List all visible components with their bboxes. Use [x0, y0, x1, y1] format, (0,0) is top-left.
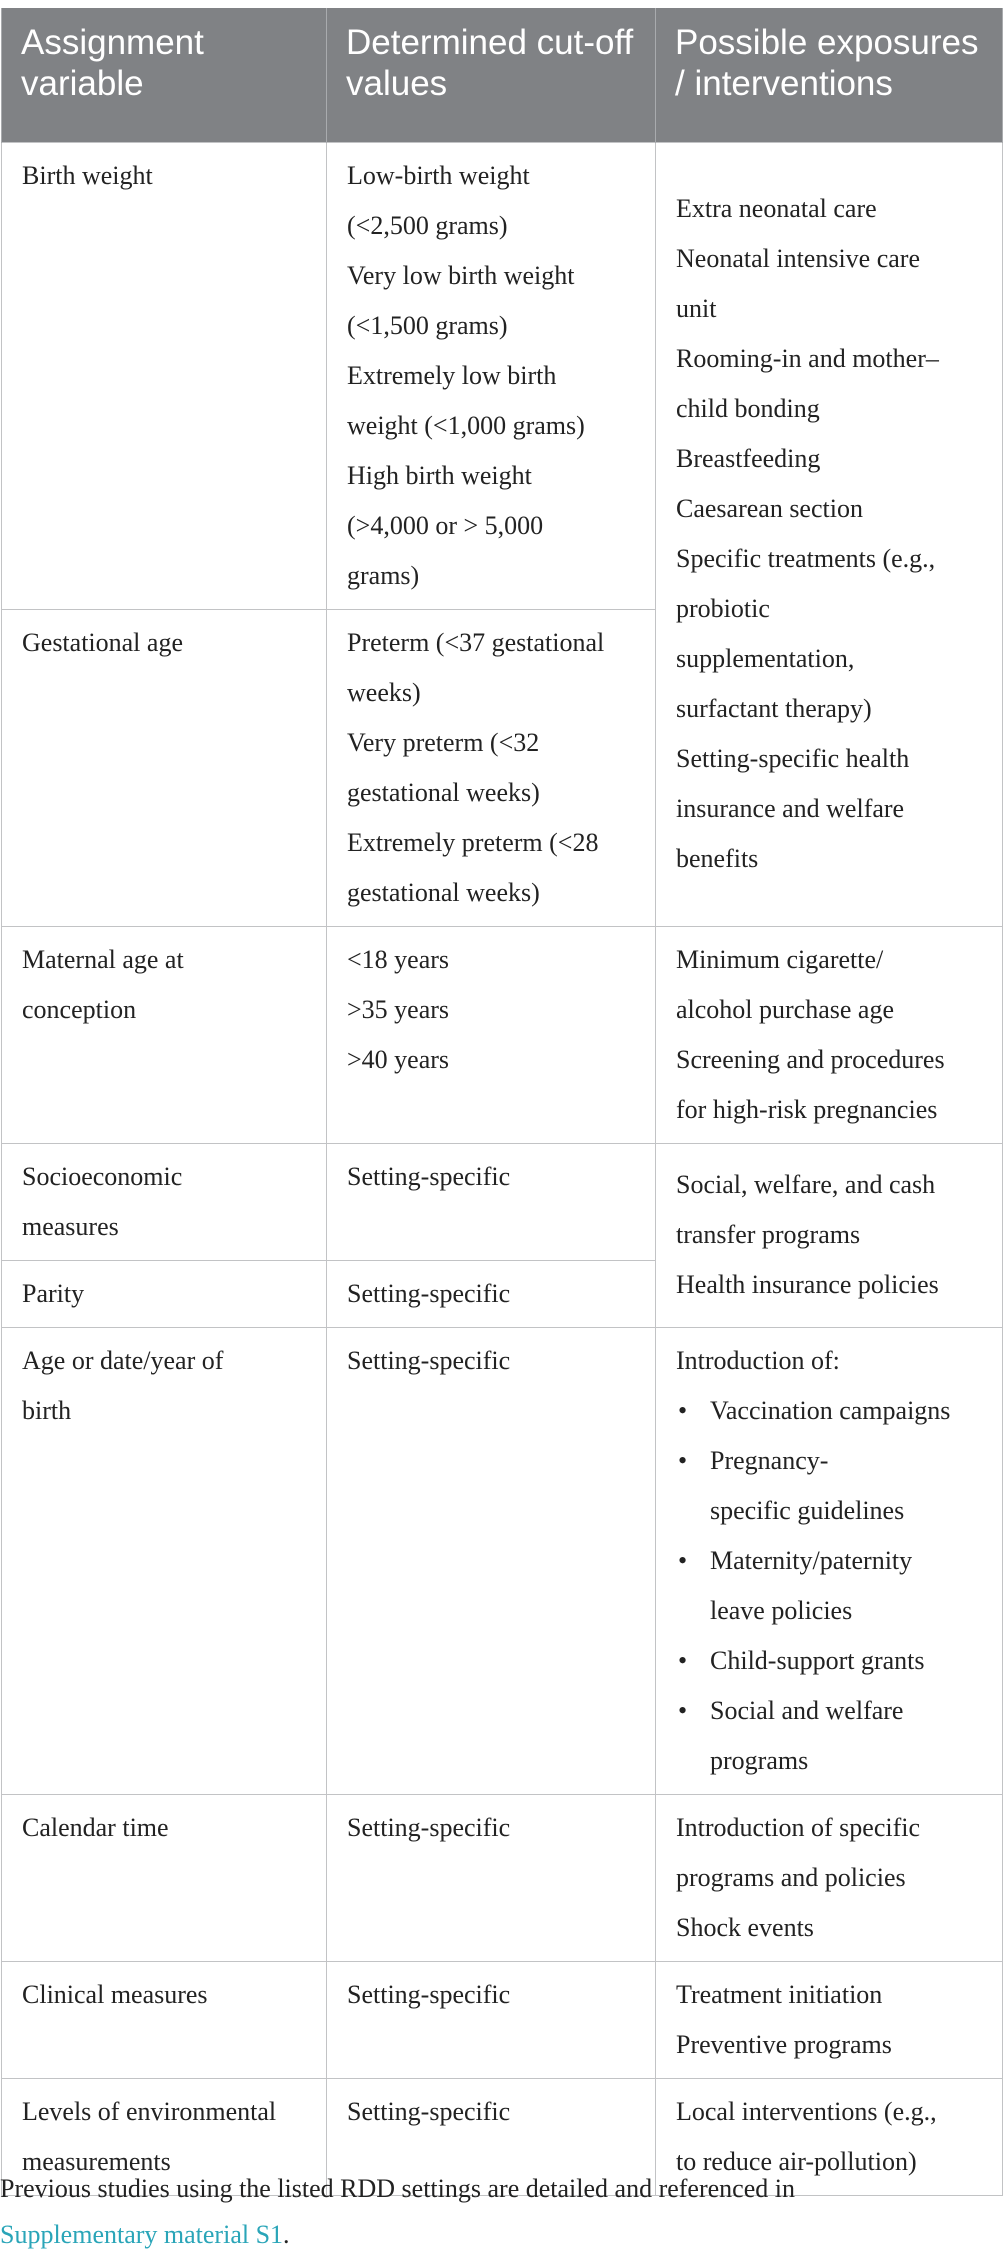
intervention-line: Specific treatments (e.g., [676, 544, 936, 573]
header-exposures: Possible exposures / interventions [656, 8, 1003, 142]
intervention-line: insurance and welfare [676, 794, 905, 823]
cutoff-line: <18 years [347, 944, 450, 974]
footnote-period: . [283, 2220, 290, 2249]
intervention-line: Preventive programs [676, 2029, 892, 2059]
cell-variable: Gestational age [2, 609, 327, 926]
bullet-item: • Social and welfare programs [676, 1686, 984, 1786]
cutoff-line: >35 years [347, 994, 450, 1024]
intervention-line: unit [676, 294, 717, 323]
intervention-intro: Introduction of: [676, 1345, 840, 1375]
intervention-line: Health insurance policies [676, 1269, 939, 1299]
bullet-icon: • [678, 1695, 688, 1725]
cutoff-line: (>4,000 or > 5,000 [347, 510, 544, 540]
cutoff-line: (<2,500 grams) [347, 210, 508, 240]
intervention-line: Social, welfare, and cash [676, 1169, 936, 1199]
intervention-line: Caesarean section [676, 494, 863, 523]
cell-variable: Birth weight [2, 142, 327, 609]
header-assignment-variable: Assignment variable [2, 8, 327, 142]
cell-interventions [656, 1961, 1003, 2078]
cell-variable: Age or date/year of birth [2, 1327, 327, 1794]
cell-variable: Parity [2, 1260, 327, 1327]
cutoff-line: Low-birth weight [347, 160, 530, 190]
intervention-line: Rooming-in and mother– [676, 344, 939, 373]
cutoff-line: >40 years [347, 1044, 450, 1074]
bullet-item: • Child-support grants [676, 1636, 984, 1686]
table-footnote [0, 2166, 1000, 2258]
cutoff-line: grams) [347, 560, 420, 590]
intervention-line: surfactant therapy) [676, 694, 872, 723]
cutoff-line: Very low birth weight [347, 260, 575, 290]
cutoff-line: High birth weight [347, 460, 532, 490]
intervention-line: Treatment initiation [676, 1979, 883, 2009]
cell-cutoffs [327, 926, 656, 1143]
bullet-icon: • [678, 1445, 688, 1475]
supplementary-material-link[interactable]: Supplementary material S1 [0, 2220, 284, 2249]
cutoff-line: (<1,500 grams) [347, 310, 508, 340]
intervention-line: probiotic [676, 594, 770, 623]
cell-variable: Calendar time [2, 1794, 327, 1961]
rdd-settings-table [1, 8, 1003, 2196]
cutoff-line: Preterm (<37 gestational [347, 627, 605, 657]
cell-cutoffs: Setting-specific [327, 1260, 656, 1327]
header-cutoff-values: Determined cut-off values [327, 8, 656, 142]
table-row [2, 1327, 1003, 1794]
cell-cutoffs: Setting-specific [327, 2078, 656, 2195]
table-row [2, 1961, 1003, 2078]
cell-cutoffs: Setting-specific [327, 1794, 656, 1961]
intervention-line: Minimum cigarette/ [676, 944, 884, 974]
cell-cutoffs [327, 142, 656, 609]
table-row [2, 1794, 1003, 1961]
cell-variable: Levels of environmental measurements [2, 2078, 327, 2195]
intervention-line: Neonatal intensive care [676, 244, 920, 273]
cell-variable: Maternal age at conception [2, 926, 327, 1143]
intervention-line: to reduce air-pollution) [676, 2146, 917, 2176]
intervention-line: supplementation, [676, 644, 855, 673]
cell-neonatal-interventions [656, 142, 1003, 926]
bullet-icon: • [678, 1645, 688, 1675]
intervention-bullet-list [676, 1386, 984, 1786]
cell-cutoffs [327, 609, 656, 926]
cell-cutoffs: Setting-specific [327, 1327, 656, 1794]
bullet-item: • Vaccination campaigns [676, 1386, 984, 1436]
intervention-line: child bonding [676, 394, 820, 423]
cell-interventions [656, 1794, 1003, 1961]
table-row [2, 142, 1003, 609]
cutoff-line: Extremely preterm (<28 [347, 827, 599, 857]
bullet-icon: • [678, 1395, 688, 1425]
intervention-line: alcohol purchase age [676, 994, 895, 1024]
intervention-line: Shock events [676, 1912, 814, 1942]
intervention-line: for high-risk pregnancies [676, 1094, 938, 1124]
cutoff-line: gestational weeks) [347, 877, 540, 907]
intervention-line: programs and policies [676, 1862, 906, 1892]
bullet-item: • Maternity/paternity leave policies [676, 1536, 984, 1636]
intervention-line: Breastfeeding [676, 444, 821, 473]
bullet-item: • Pregnancy- specific guidelines [676, 1436, 984, 1536]
cutoff-line: weeks) [347, 677, 421, 707]
intervention-line: Introduction of specific [676, 1812, 921, 1842]
table-header-row [2, 8, 1003, 142]
intervention-line: benefits [676, 844, 759, 873]
cell-cutoffs: Setting-specific [327, 1143, 656, 1260]
intervention-line: Setting-specific health [676, 744, 910, 773]
cell-socio-interventions [656, 1143, 1003, 1327]
cell-interventions [656, 926, 1003, 1143]
cell-variable: Clinical measures [2, 1961, 327, 2078]
intervention-line: Screening and procedures [676, 1044, 945, 1074]
intervention-line: Local interventions (e.g., [676, 2096, 937, 2126]
intervention-line: Extra neonatal care [676, 194, 877, 223]
table-container [0, 8, 1005, 2196]
cutoff-line: Very preterm (<32 [347, 727, 540, 757]
table-row [2, 926, 1003, 1143]
bullet-icon: • [678, 1545, 688, 1575]
cell-cutoffs: Setting-specific [327, 1961, 656, 2078]
footnote-text: Previous studies using the listed RDD settings are detailed and referenced in [0, 2174, 795, 2203]
cutoff-line: Extremely low birth [347, 360, 557, 390]
cell-interventions [656, 1327, 1003, 1794]
cutoff-line: gestational weeks) [347, 777, 540, 807]
intervention-line: transfer programs [676, 1219, 861, 1249]
cell-variable: Socioeconomic measures [2, 1143, 327, 1260]
cutoff-line: weight (<1,000 grams) [347, 410, 585, 440]
table-row [2, 1143, 1003, 1260]
